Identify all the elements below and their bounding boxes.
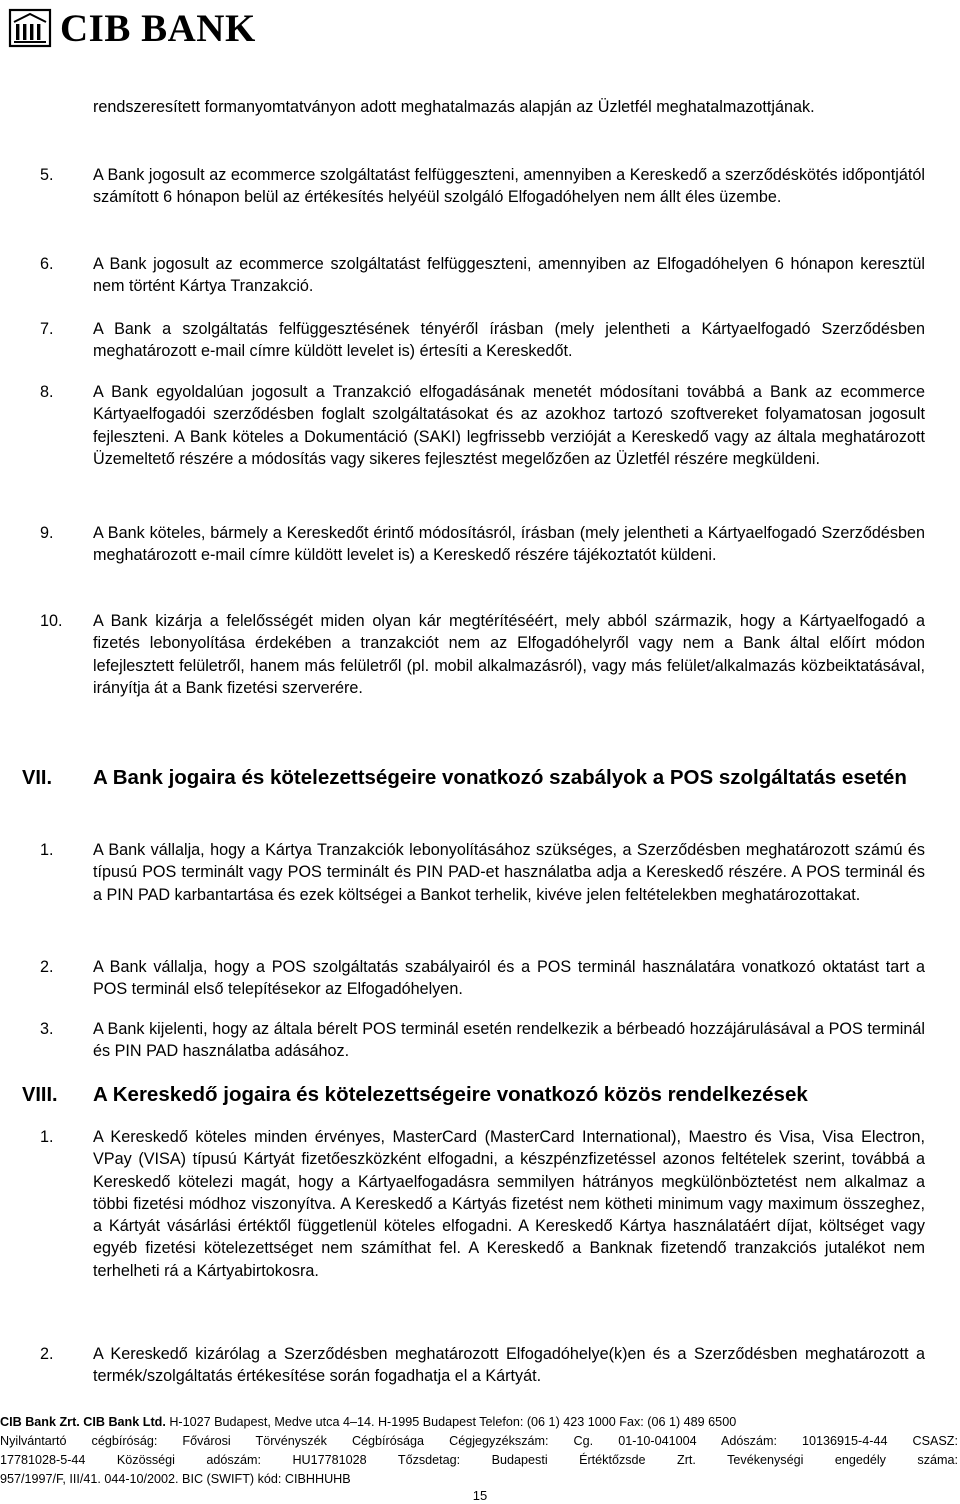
footer-company: CIB Bank Zrt. CIB Bank Ltd. (0, 1415, 166, 1429)
item-text: A Bank vállalja, hogy a Kártya Tranzakciók lebonyolításához szükséges, a Szerződésben meghatározott számú és típusú POS terminált vagy POS terminált és PIN PAD-et használatba adja a Kereskedő részére. A POS terminál és a PIN PAD karbantartása és ezek költségei a Bankot terhelik, kivéve jelen feltételekben meghatározottakat. (93, 841, 925, 904)
item-text: A Kereskedő kizárólag a Szerződésben meghatározott Elfogadóhelye(k)en és a Szerződésben meghatározott a termék/szolgáltatás értékesítése során fogadhatja el a Kártyát. (93, 1345, 925, 1386)
bank-building-icon (8, 8, 52, 48)
item-text: A Bank egyoldalúan jogosult a Tranzakció elfogadásának menetét módosítani továbbá a Bank az ecommerce Kártyaelfogadói szerződésben foglalt szolgáltatásokat és az azokhoz tartozó szoftvereket folyamatosan jogosult fejleszteni. A Bank köteles a Dokumentáció (SAKI) legfrissebb verzióját a Kereskedő vagy az általa meghatározott Üzemeltető részére a módosítás vagy sikeres fejlesztést megelőzően az Üzletfél részére megküldeni. (93, 383, 925, 468)
item-text: A Bank köteles, bármely a Kereskedőt érintő módosításról, írásban (mely jelentheti a Kártyaelfogadó Szerződésben meghatározott e-mail címre küldött levelet is) a Kereskedő részére tájékoztatót küldeni. (93, 524, 925, 565)
item-number: 3. (40, 1020, 54, 1038)
item-number: 1. (40, 841, 54, 859)
item-text: A Kereskedő köteles minden érvényes, MasterCard (MasterCard International), Maestro és Visa, Visa Electron, VPay (VISA) típusú Kártyát fizetőeszközként elfogadni, a készpénzfizetéssel azonos feltételek szerint, továbbá a Kereskedő kötelezi magát, hogy a Kártyaelfogadásra semmilyen hátrányos megkülönböztetést nem alkalmaz a többi fizetési módhoz viszonyítva. A Kereskedő a Kártyás fizetést nem kötheti minimum vagy maximum összeghez, a Kártyát vásárlási értéktől függetlenül köteles elfogadni. A Kereskedő Kártya használatáért díjat, költséget vagy egyéb fizetési kötelezettséget nem számíthat fel. A Kereskedő a Banknak fizetendő tranzakciós jutalékot nem terhelheti rá a Kártyabirtokosra. (93, 1128, 925, 1280)
header-logo (8, 4, 256, 52)
item-text: A Bank kizárja a felelősségét miden olyan kár megtérítéséért, mely abból származik, hogy a Kártyaelfogadó a fizetés lebonyolítása érdekében a tranzakciót nem az Elfogadóhelyről vagy nem a Bank által előírt módon lefejlesztett felületről, hanem más felületről (pl. mobil alkalmazásról), vagy más felület/alkalmazás közbeiktatásával, irányítja át a Bank fizetési szerverére. (93, 612, 925, 697)
item-text: A Bank jogosult az ecommerce szolgáltatást felfüggeszteni, amennyiben az Elfogadóhelyen 6 hónapon keresztül nem történt Kártya Tranzakció. (93, 255, 925, 296)
item-text: A Bank kijelenti, hogy az általa bérelt POS terminál esetén rendelkezik a bérbeadó hozzájárulásával a POS terminál és PIN PAD használatba adásához. (93, 1020, 925, 1061)
item-text: A Bank a szolgáltatás felfüggesztésének tényéről írásban (mely jelentheti a Kártyaelfogadó Szerződésben meghatározott e-mail címre küldött levelet is) értesíti a Kereskedőt. (93, 320, 925, 361)
item-number: 2. (40, 958, 54, 976)
item-number: 9. (40, 524, 54, 542)
page-number: 15 (472, 1488, 488, 1503)
footer-line-tax: 17781028-5-44 Közösségi adószám: HU17781028 Tőzsdetag: Budapesti Értéktőzsde Zrt. Tevékenységi engedély száma: (0, 1453, 958, 1467)
item-number: 5. (40, 166, 54, 184)
item-text: A Bank vállalja, hogy a POS szolgáltatás szabályairól és a POS terminál használatára vonatkozó oktatást tart a POS terminál első telepítésekor az Elfogadóhelyen. (93, 958, 925, 999)
footer-line-address (0, 1414, 958, 1430)
item-text: A Bank jogosult az ecommerce szolgáltatást felfüggeszteni, amennyiben a Kereskedő a szerződéskötés időpontjától számított 6 hónapon belül az értékesítés helyéül szolgáló Elfogadóhelyen nem állt éles üzembe. (93, 166, 925, 207)
footer-address: H-1027 Budapest, Medve utca 4–14. H-1995 Budapest Telefon: (06 1) 423 1000 Fax: (06 1) 489 6500 (165, 1415, 737, 1429)
section-title: A Bank jogaira és kötelezettségeire vonatkozó szabályok a POS szolgáltatás esetén (93, 766, 907, 789)
item-number: 6. (40, 255, 54, 273)
item-number: 2. (40, 1345, 54, 1363)
bank-name: CIB BANK (60, 6, 256, 50)
item-number: 8. (40, 383, 54, 401)
item-number: 1. (40, 1128, 54, 1146)
paragraph-text: rendszeresített formanyomtatványon adott meghatalmazás alapján az Üzletfél meghatalmazottjának. (93, 98, 815, 116)
section-number: VII. (22, 767, 53, 789)
footer-line-swift: 957/1997/F, III/41. 044-10/2002. BIC (SWIFT) kód: CIBHHUHB (0, 1472, 351, 1486)
footer-line-registry: Nyilvántartó cégbíróság: Fővárosi Törvényszék Cégbírósága Cégjegyzékszám: Cg. 01-10-041004 Adószám: 10136915-4-44 CSASZ: (0, 1434, 958, 1448)
item-number: 10. (40, 612, 63, 630)
item-number: 7. (40, 320, 54, 338)
section-number: VIII. (22, 1084, 58, 1106)
section-title: A Kereskedő jogaira és kötelezettségeire vonatkozó közös rendelkezések (93, 1083, 808, 1106)
